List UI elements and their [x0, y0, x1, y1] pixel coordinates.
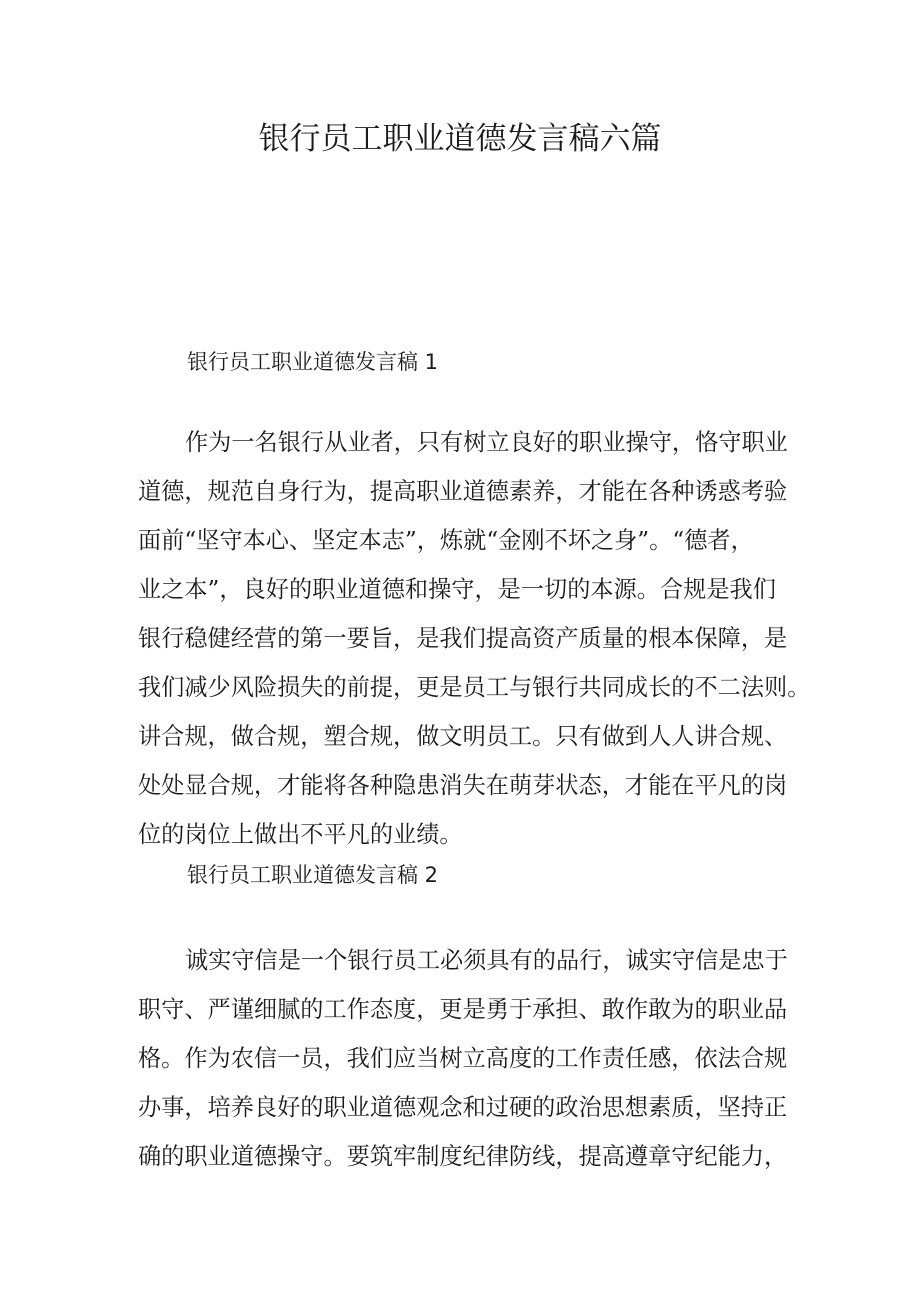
paragraph-line: 位的岗位上做出不平凡的业绩。 — [138, 821, 463, 848]
paragraph-line: 作为一名银行从业者，只有树立良好的职业操守，恪守职业 — [185, 429, 788, 456]
paragraph-line: 格。作为农信一员，我们应当树立高度的工作责任感，依法合规 — [138, 1045, 788, 1072]
paragraph-line: 确的职业道德操守。要筑牢制度纪律防线，提高遵章守纪能力， — [138, 1143, 788, 1170]
paragraph-line: 职守、严谨细腻的工作态度，更是勇于承担、敢作敢为的职业品 — [138, 996, 788, 1023]
paragraph-line: 办事，培养良好的职业道德观念和过硬的政治思想素质，坚持正 — [138, 1094, 788, 1121]
paragraph-line: 诚实守信是一个银行员工必须具有的品行，诚实守信是忠于 — [185, 947, 788, 974]
paragraph-line: 银行稳健经营的第一要旨，是我们提高资产质量的根本保障，是 — [138, 625, 788, 652]
section-1-paragraph — [138, 418, 811, 859]
paragraph-line: 讲合规，做合规，塑合规，做文明员工。只有做到人人讲合规、 — [138, 723, 788, 750]
section-2-paragraph — [138, 936, 796, 1181]
paragraph-line: 道德，规范自身行为，提高职业道德素养，才能在各种诱惑考验 — [138, 478, 788, 505]
section-heading-2: 银行员工职业道德发言稿 2 — [187, 863, 439, 887]
document-title: 银行员工职业道德发言稿六篇 — [258, 121, 662, 157]
paragraph-line: 面前“坚守本心、坚定本志”，炼就“金刚不坏之身”。“德者， — [138, 527, 754, 554]
paragraph-line: 处处显合规，才能将各种隐患消失在萌芽状态，才能在平凡的岗 — [138, 772, 788, 799]
paragraph-line: 业之本”，良好的职业道德和操守，是一切的本源。合规是我们 — [138, 576, 776, 603]
paragraph-line: 我们减少风险损失的前提，更是员工与银行共同成长的不二法则。 — [138, 674, 811, 701]
section-heading-1: 银行员工职业道德发言稿 1 — [187, 350, 439, 374]
